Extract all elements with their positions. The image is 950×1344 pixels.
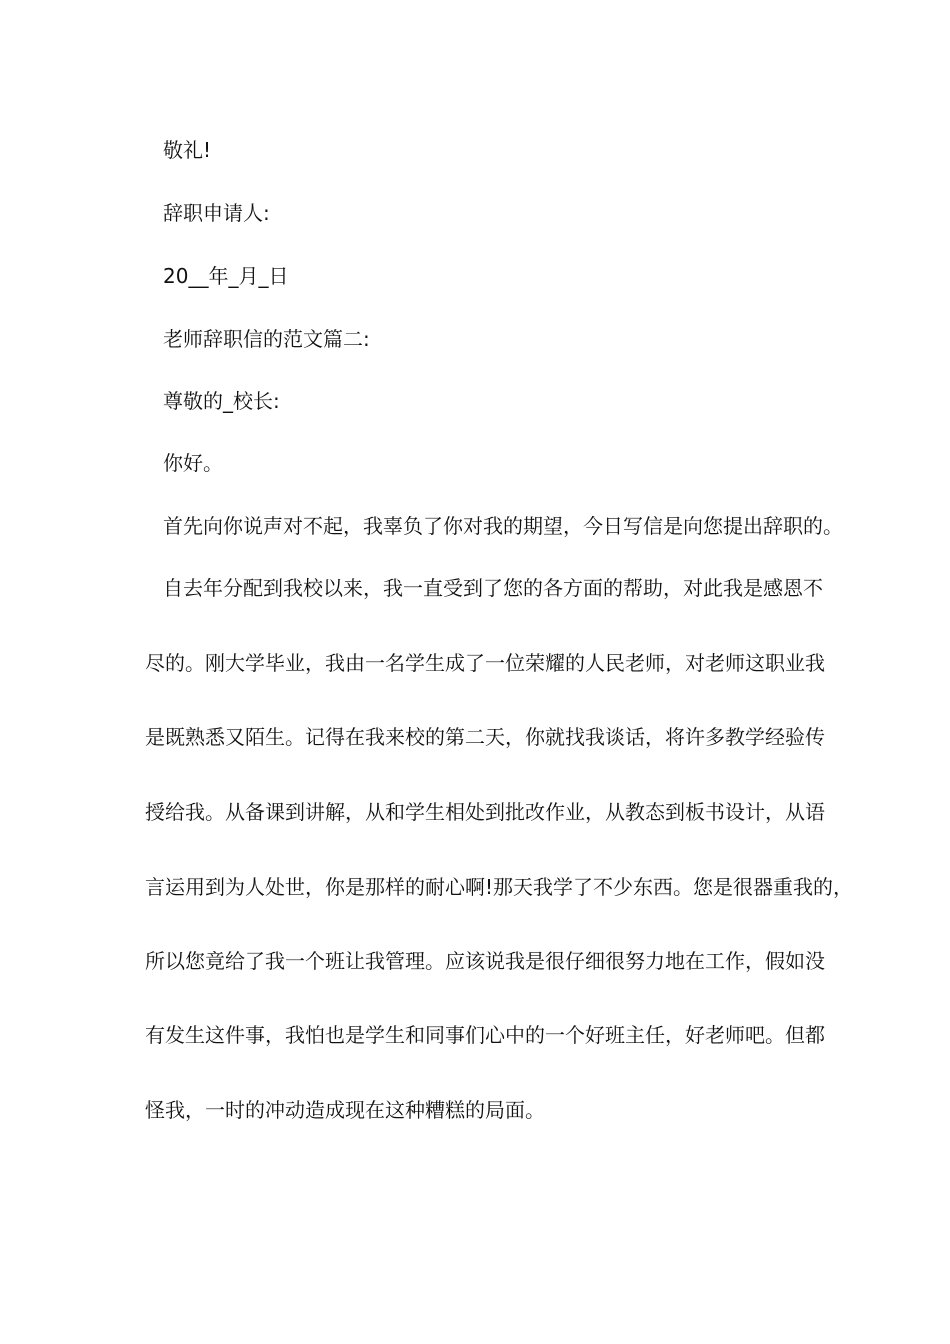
paragraph-line: 言运用到为人处世，你是那样的耐心啊!那天我学了不少东西。您是很器重我的，	[145, 875, 854, 899]
paragraph-line: 自去年分配到我校以来，我一直受到了您的各方面的帮助，对此我是感恩不	[163, 576, 823, 600]
closing-salute: 敬礼!	[163, 138, 212, 162]
paragraph-line: 怪我，一时的冲动造成现在这种糟糕的局面。	[145, 1098, 545, 1122]
paragraph-line: 有发生这件事，我怕也是学生和同事们心中的一个好班主任，好老师吧。但都	[145, 1023, 825, 1047]
paragraph-line: 所以您竟给了我一个班让我管理。应该说我是很仔细很努力地在工作，假如没	[145, 949, 825, 973]
letter-recipient: 尊敬的_校长:	[163, 389, 280, 413]
letter-greeting: 你好。	[163, 451, 223, 475]
paragraph-apology: 首先向你说声对不起，我辜负了你对我的期望，今日写信是向您提出辞职的。	[163, 514, 843, 538]
paragraph-line: 是既熟悉又陌生。记得在我来校的第二天，你就找我谈话，将许多教学经验传	[145, 725, 825, 749]
date-line: 20__年_月_日	[163, 264, 289, 288]
paragraph-line: 授给我。从备课到讲解，从和学生相处到批改作业，从教态到板书设计，从语	[145, 800, 825, 824]
section-heading: 老师辞职信的范文篇二:	[163, 327, 370, 351]
paragraph-line: 尽的。刚大学毕业，我由一名学生成了一位荣耀的人民老师，对老师这职业我	[145, 651, 825, 675]
applicant-signature-label: 辞职申请人:	[163, 201, 270, 225]
